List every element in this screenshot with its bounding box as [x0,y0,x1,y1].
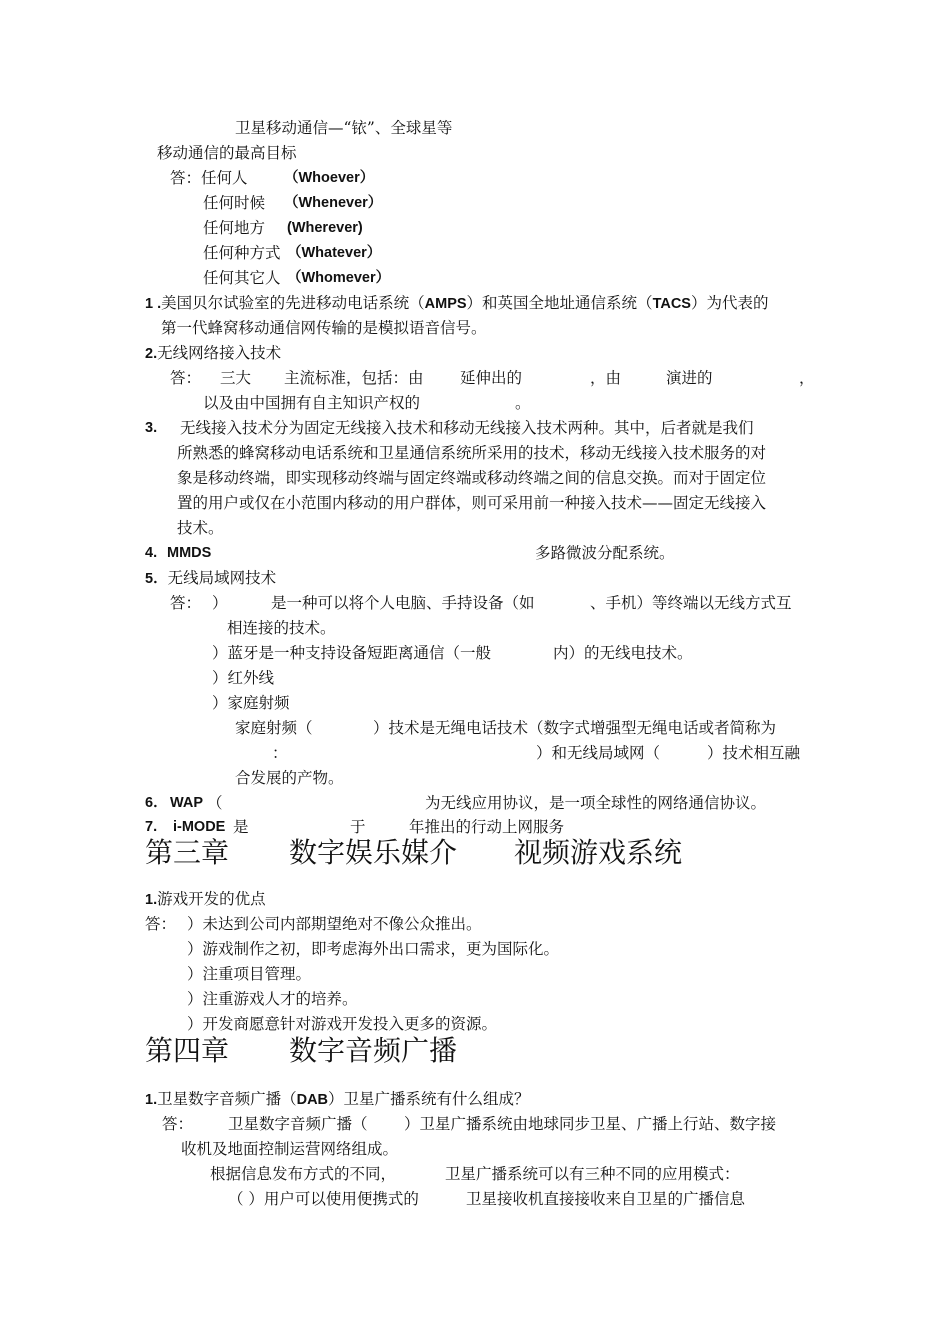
q1-text: 美国贝尔试验室的先进移动电话系统（ [161,294,425,312]
q6-paren: （ [207,794,223,812]
ch4-text: ）卫星广播系统由地球同步卫星、广播上行站、数字接 [404,1115,777,1133]
q5-item: ） [212,594,228,612]
ch4-text: 卫星数字音频广播（ [228,1115,368,1133]
q4-number: 4. [145,545,158,561]
ch3-item: ）开发商愿意针对游戏开发投入更多的资源。 [187,1015,498,1033]
q2-title-text: 无线网络接入技术 [157,344,282,362]
q1-text: ）为代表的 [690,294,769,312]
q2-text: 延伸出的 [460,369,523,387]
satellite-line: 卫星移动通信—“铱”、全球星等 [235,119,453,137]
ch3-answer-label: 答： [145,915,177,933]
goal-en: （Whoever） [284,170,375,186]
goal-cn: 任何地方 [203,219,266,237]
q2-line2-end: 。 [515,394,531,412]
q4-desc: 多路微波分配系统。 [535,544,675,562]
q1-text: ）和英国全地址通信系统（ [466,294,653,312]
q1-number: 1 . [145,296,162,312]
q5-item: 相连接的技术。 [227,619,336,637]
q1-amps: AMPS [424,296,467,312]
goal-cn: 任何时候 [203,194,266,212]
homerf-text: ）技术是无绳电话技术（数字式增强型无绳电话或者简称为 [373,719,777,737]
ch4-q-dab: DAB [296,1092,329,1108]
q1-line2: 第一代蜂窝移动通信网传输的是模拟语音信号。 [161,319,487,337]
q3-line: 象是移动终端，即实现移动终端与固定终端或移动终端之间的信息交换。而对于固定位 [177,469,767,487]
ch4-q-text: 卫星数字音频广播（ [157,1090,297,1108]
q3-number: 3. [145,420,158,436]
goal-en: （Whomever） [287,270,391,286]
q5-number: 5． [145,571,168,587]
chapter3-number: 第三章 [145,836,230,869]
homerf-text: ）技术相互融 [707,744,801,762]
ch4-text: 卫星广播系统可以有三种不同的应用模式： [445,1165,740,1183]
ch3-item: ）未达到公司内部期望绝对不像公众推出。 [187,915,482,933]
q7-number: 7. [145,819,158,835]
q5-item: ）家庭射频 [212,694,290,712]
ch4-text: 根据信息发布方式的不同， [210,1165,397,1183]
q2-text: ， [799,369,815,387]
goal-cn: 任何种方式 [203,244,281,262]
ch3-item: ）注重游戏人才的培养。 [187,990,358,1008]
chapter4-title: 数字音频广播 [289,1034,458,1067]
q3-line: 技术。 [177,519,224,537]
homerf-text: ）和无线局域网（ [536,744,661,762]
goal-row [170,167,248,189]
q1-line1 [145,292,768,315]
q7-text: 于 [350,818,366,836]
q5-title [145,567,276,590]
q1-tacs: TACS [652,296,691,312]
q7-text: 年推出的行动上网服务 [409,818,565,836]
goal-en: （Whatever） [287,245,382,261]
q3-line: 所熟悉的蜂窝移动电话系统和卫星通信系统所采用的技术，移动无线接入技术服务的对 [177,444,767,462]
goal-en: （Whenever） [284,195,383,211]
goal-cn: 任何人 [201,169,248,187]
homerf-text: 家庭射频（ [235,719,313,737]
q5-item: 是一种可以将个人电脑、手持设备（如 [271,594,535,612]
q2-text: 主流标准，包括：由 [284,369,424,387]
q2-line2: 以及由中国拥有自主知识产权的 [203,394,421,412]
q2-text: 演进的 [666,369,713,387]
q5-item: ）红外线 [212,669,275,687]
homerf-text: ： [272,744,288,762]
ch3-item: ）游戏制作之初，即考虑海外出口需求，更为国际化。 [187,940,560,958]
chapter3-title: 数字娱乐媒介 [289,836,458,869]
chapter3-subtitle: 视频游戏系统 [514,836,683,869]
ch4-q-text: ）卫星广播系统有什么组成？ [328,1090,530,1108]
chapter4-number: 第四章 [145,1034,230,1067]
q4-term: MMDS [167,545,212,561]
q7-term: i-MODE [173,819,226,835]
q5-answer-label: 答： [170,594,202,612]
ch4-answer-label: 答： [162,1115,194,1133]
q2-text: ，由 [590,369,622,387]
q5-item: 、手机）等终端以无线方式互 [590,594,792,612]
q2-number: 2. [145,346,158,362]
ch3-q-title: 游戏开发的优点 [157,890,266,908]
q5-item: 内）的无线电技术。 [553,644,693,662]
ch4-question [145,1088,530,1111]
goal-cn: 任何其它人 [203,269,281,287]
q6-term: WAP [170,795,204,811]
ch3-item: ）注重项目管理。 [187,965,312,983]
ch3-q-number: 1. [145,892,158,908]
q2-answer-label: 答： [170,369,202,387]
homerf-text: 合发展的产物。 [235,769,344,787]
goal-en: (Wherever) [287,220,363,236]
q5-item: ）蓝牙是一种支持设备短距离通信（一般 [212,644,492,662]
ch4-text: 收机及地面控制运营网络组成。 [181,1140,399,1158]
goal-title: 移动通信的最高目标 [157,144,297,162]
answer-label: 答： [170,169,202,187]
q6-desc: 为无线应用协议，是一项全球性的网络通信协议。 [425,794,767,812]
ch4-q-number: 1. [145,1092,158,1108]
q7-text: 是 [233,818,249,836]
ch4-text: （ ）用户可以使用便携式的 [228,1190,419,1208]
q3-line: 无线接入技术分为固定无线接入技术和移动无线接入技术两种。其中，后者就是我们 [180,419,754,437]
q2-title [145,342,281,365]
q5-title-text: 无线局域网技术 [167,569,277,587]
q2-text: 三大 [220,369,252,387]
q6-number: 6． [145,795,168,811]
ch4-text: 卫星接收机直接接收来自卫星的广播信息 [466,1190,746,1208]
ch3-question [145,888,266,911]
q3-line: 置的用户或仅在小范围内移动的用户群体，则可采用前一种接入技术——固定无线接入 [177,494,767,512]
